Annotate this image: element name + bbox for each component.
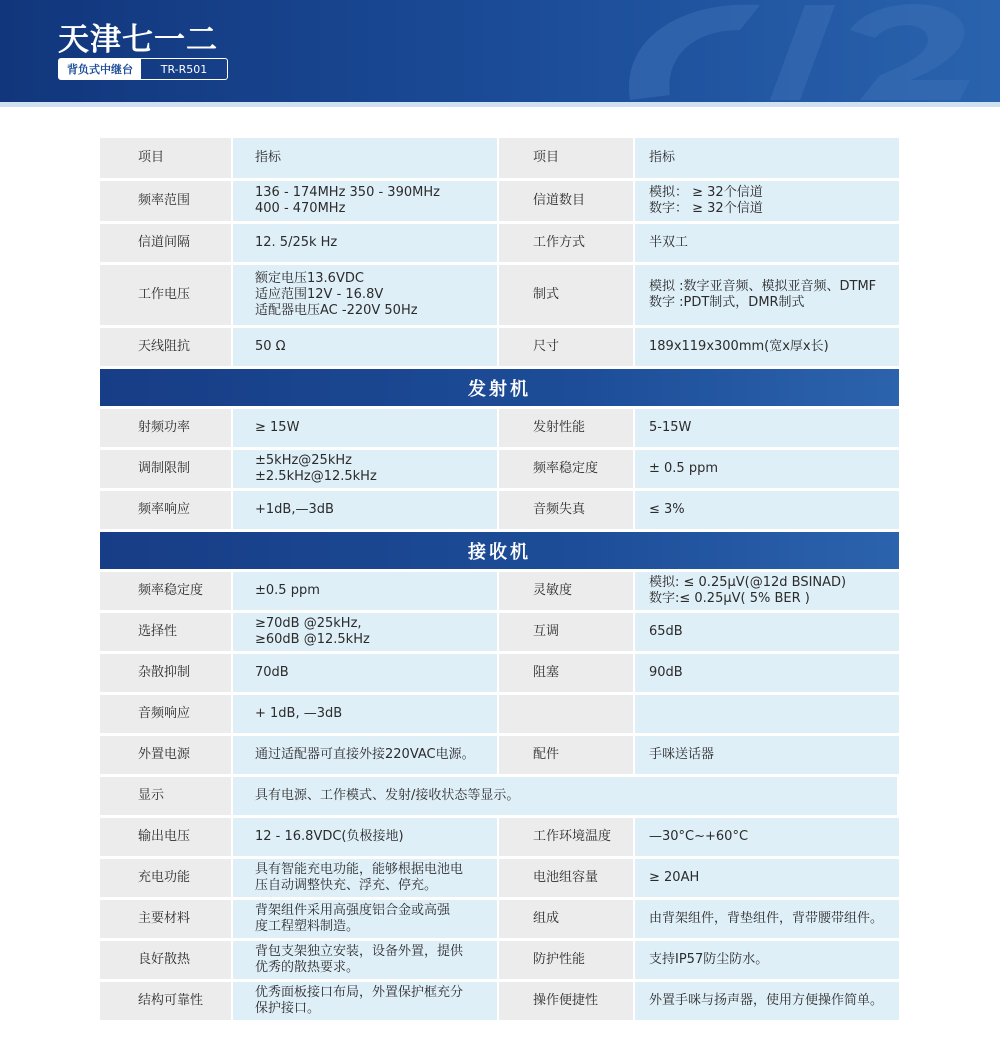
spec-value-text: 优秀的散热要求。 xyxy=(255,960,360,975)
spec-value-text: ≤ 3% xyxy=(649,502,685,517)
spec-label: 尺寸 xyxy=(499,328,633,366)
table-row xyxy=(100,818,899,856)
spec-value xyxy=(233,138,497,178)
spec-label: 充电功能 xyxy=(100,859,231,897)
section-heading-transmitter: 发射机 xyxy=(100,369,899,406)
table-row xyxy=(100,409,899,447)
table-row xyxy=(100,224,899,262)
spec-value xyxy=(233,328,497,366)
table-row xyxy=(100,613,899,651)
spec-label: 组成 xyxy=(499,900,633,938)
spec-label: 工作方式 xyxy=(499,224,633,262)
spec-value: 具有电源、工作模式、发射/接收状态等显示。 xyxy=(233,777,897,815)
spec-label: 调制限制 xyxy=(100,450,231,488)
spec-value xyxy=(635,138,899,178)
model-number: TR-R501 xyxy=(160,63,208,76)
spec-label: 音频失真 xyxy=(499,491,633,529)
spec-value-text: 手咪送话器 xyxy=(649,747,715,762)
spec-label: 信道数目 xyxy=(499,181,633,221)
spec-label: 制式 xyxy=(499,265,633,325)
spec-value xyxy=(233,409,497,447)
spec-value xyxy=(233,224,497,262)
spec-value xyxy=(635,654,899,692)
spec-label: 主要材料 xyxy=(100,900,231,938)
spec-value xyxy=(233,695,497,733)
spec-value xyxy=(233,491,497,529)
spec-value xyxy=(635,265,899,325)
spec-value xyxy=(233,654,497,692)
spec-table xyxy=(100,138,899,1023)
spec-label: 杂散抑制 xyxy=(100,654,231,692)
table-row xyxy=(100,654,899,692)
spec-value-text: 背架组件采用高强度铝合金或高强 xyxy=(255,903,451,918)
spec-label: 良好散热 xyxy=(100,941,231,979)
spec-value-text: 指标 xyxy=(255,150,282,165)
spec-value-text: ± 0.5 ppm xyxy=(649,461,718,476)
spec-label: 工作环境温度 xyxy=(499,818,633,856)
spec-value xyxy=(635,900,899,938)
spec-value-text: 优秀面板接口布局，外置保护框充分 xyxy=(255,985,464,1000)
spec-label: 阻塞 xyxy=(499,654,633,692)
spec-value xyxy=(635,613,899,651)
spec-label: 显示 xyxy=(100,777,231,815)
table-row xyxy=(100,265,899,325)
table-row xyxy=(100,695,899,733)
spec-value xyxy=(233,941,497,979)
spec-value-text: 12. 5/25k Hz xyxy=(255,235,338,250)
spec-value-text: 外置手咪与扬声器，使用方便操作简单。 xyxy=(649,993,884,1008)
spec-value-text: 5-15W xyxy=(649,420,692,435)
spec-value-text: 12 - 16.8VDC(负极接地) xyxy=(255,829,404,844)
spec-label: 防护性能 xyxy=(499,941,633,979)
spec-value xyxy=(635,941,899,979)
spec-label: 外置电源 xyxy=(100,736,231,774)
spec-value-text: 支持IP57防尘防水。 xyxy=(649,952,769,967)
spec-value xyxy=(635,224,899,262)
spec-value-text: 额定电压13.6VDC xyxy=(255,271,364,286)
spec-label: 发射性能 xyxy=(499,409,633,447)
spec-value-text: 指标 xyxy=(649,150,676,165)
spec-value xyxy=(635,572,899,610)
spec-value-text: 压自动调整快充、浮充、停充。 xyxy=(255,878,438,893)
spec-value-text: 半双工 xyxy=(649,235,689,250)
spec-value-text: 具有智能充电功能，能够根据电池电 xyxy=(255,862,464,877)
spec-value xyxy=(233,450,497,488)
spec-value-text: 度工程塑料制造。 xyxy=(255,919,360,934)
spec-value xyxy=(635,491,899,529)
spec-value xyxy=(233,265,497,325)
spec-value-text: 适应范围12V - 16.8V xyxy=(255,287,384,302)
table-row xyxy=(100,941,899,979)
spec-value-text: ±5kHz@25kHz xyxy=(255,453,352,468)
spec-value xyxy=(233,982,497,1020)
spec-value xyxy=(635,450,899,488)
spec-label: 互调 xyxy=(499,613,633,651)
spec-value xyxy=(635,695,899,733)
table-row xyxy=(100,900,899,938)
spec-value xyxy=(635,818,899,856)
spec-value-text: 数字:≤ 0.25µV( 5% BER ) xyxy=(649,591,810,606)
spec-label: 信道间隔 xyxy=(100,224,231,262)
spec-value xyxy=(635,328,899,366)
spec-label: 项目 xyxy=(499,138,633,178)
spec-value xyxy=(233,181,497,221)
spec-value-text: + 1dB, —3dB xyxy=(255,706,343,721)
spec-value xyxy=(233,736,497,774)
spec-value-text: 400 - 470MHz xyxy=(255,201,346,216)
header-stripe xyxy=(0,102,1000,107)
spec-value-text: +1dB,—3dB xyxy=(255,502,334,517)
spec-value-text: 数字： ≥ 32个信道 xyxy=(649,201,763,216)
spec-label: 射频功率 xyxy=(100,409,231,447)
spec-label: 频率响应 xyxy=(100,491,231,529)
spec-label: 天线阻抗 xyxy=(100,328,231,366)
spec-value xyxy=(233,572,497,610)
spec-label: 配件 xyxy=(499,736,633,774)
spec-value-text: 136 - 174MHz 350 - 390MHz xyxy=(255,185,440,200)
spec-value-text: 65dB xyxy=(649,624,683,639)
brand-title: 天津七一二 xyxy=(58,22,218,58)
table-row xyxy=(100,450,899,488)
table-row xyxy=(100,859,899,897)
spec-label: 音频响应 xyxy=(100,695,231,733)
spec-value-text: 由背架组件，背垫组件，背带腰带组件。 xyxy=(649,911,884,926)
spec-value xyxy=(635,736,899,774)
spec-label: 选择性 xyxy=(100,613,231,651)
spec-value-text: ≥ 20AH xyxy=(649,870,700,885)
spec-value xyxy=(233,900,497,938)
spec-value-text: 50 Ω xyxy=(255,339,286,354)
spec-value-text: 背包支架独立安装，设备外置，提供 xyxy=(255,944,464,959)
spec-value-text: 保护接口。 xyxy=(255,1001,321,1016)
product-type-label: 背负式中继台 xyxy=(59,59,141,79)
spec-value xyxy=(635,859,899,897)
spec-value-text: 70dB xyxy=(255,665,289,680)
spec-value-text: 模拟： ≥ 32个信道 xyxy=(649,185,763,200)
spec-value-text: 适配器电压AC -220V 50Hz xyxy=(255,303,418,318)
spec-label: 电池组容量 xyxy=(499,859,633,897)
table-row xyxy=(100,181,899,221)
spec-label: 工作电压 xyxy=(100,265,231,325)
table-row xyxy=(100,777,899,815)
spec-value xyxy=(635,982,899,1020)
spec-value-text: 189x119x300mm(宽x厚x长) xyxy=(649,339,829,354)
spec-value-text: ≥60dB @12.5kHz xyxy=(255,632,370,647)
spec-value-text: ±0.5 ppm xyxy=(255,583,320,598)
spec-label: 灵敏度 xyxy=(499,572,633,610)
table-row xyxy=(100,491,899,529)
spec-value-text: ≥70dB @25kHz, xyxy=(255,616,362,631)
spec-value xyxy=(635,181,899,221)
spec-label xyxy=(499,695,633,733)
table-row xyxy=(100,572,899,610)
section-heading-receiver: 接收机 xyxy=(100,532,899,569)
spec-value-text: ±2.5kHz@12.5kHz xyxy=(255,469,377,484)
spec-value-text: 数字 :PDT制式，DMR制式 xyxy=(649,295,805,310)
spec-value-text: ≥ 15W xyxy=(255,420,300,435)
header-banner xyxy=(0,0,1000,102)
table-row xyxy=(100,328,899,366)
spec-label: 频率稳定度 xyxy=(499,450,633,488)
model-badge xyxy=(58,58,228,80)
spec-value xyxy=(233,613,497,651)
spec-value-text: —30°C~+60°C xyxy=(649,829,749,844)
spec-value-text: 模拟 :数字亚音频、模拟亚音频、DTMF xyxy=(649,279,877,294)
spec-value-text: 模拟: ≤ 0.25µV(@12d BSINAD) xyxy=(649,575,847,590)
spec-label: 频率范围 xyxy=(100,181,231,221)
table-row xyxy=(100,138,899,178)
table-row xyxy=(100,982,899,1020)
spec-value xyxy=(233,818,497,856)
spec-value xyxy=(233,859,497,897)
spec-label: 项目 xyxy=(100,138,231,178)
spec-value-text: 90dB xyxy=(649,665,683,680)
spec-label: 输出电压 xyxy=(100,818,231,856)
spec-value-text: 通过适配器可直接外接220VAC电源。 xyxy=(255,747,475,762)
spec-label: 频率稳定度 xyxy=(100,572,231,610)
brand-logo-watermark xyxy=(590,0,1000,102)
spec-value xyxy=(635,409,899,447)
table-row xyxy=(100,736,899,774)
spec-label: 结构可靠性 xyxy=(100,982,231,1020)
spec-label: 操作便捷性 xyxy=(499,982,633,1020)
